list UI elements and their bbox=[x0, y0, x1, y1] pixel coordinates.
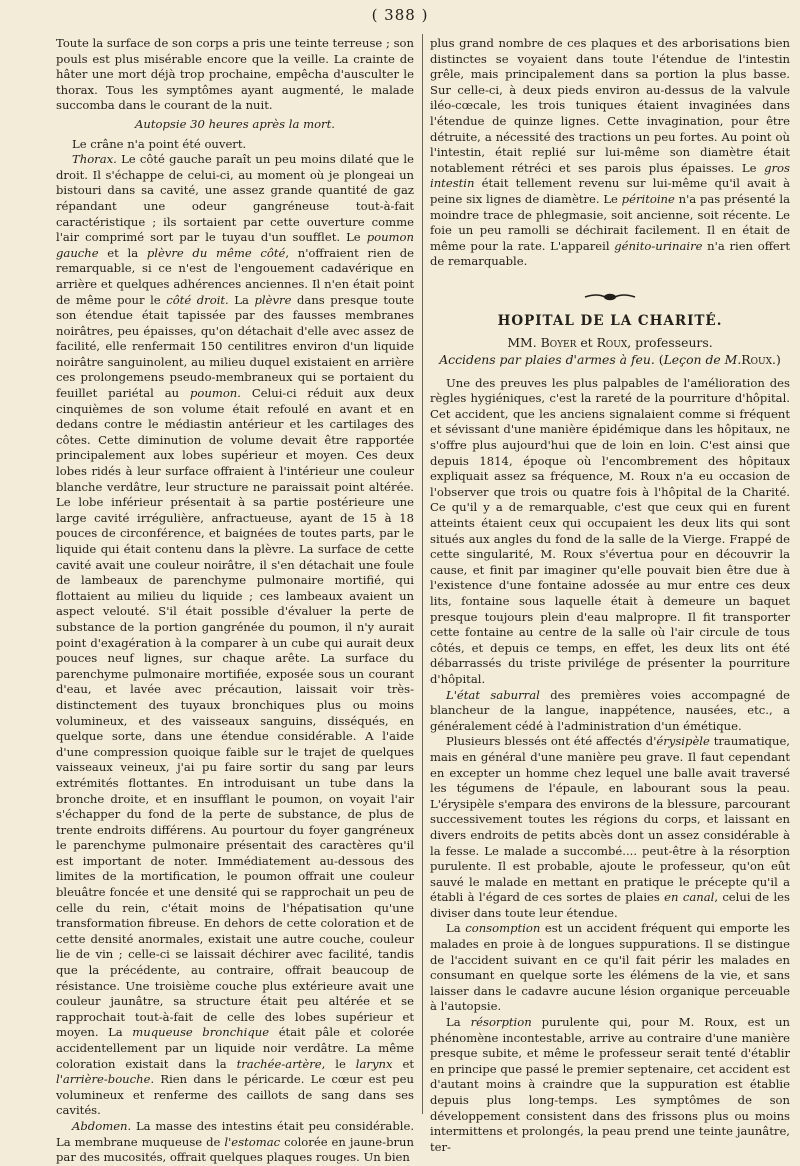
resorption-text-a: La bbox=[446, 1015, 471, 1030]
subtitle-text-c: Leçon de M. bbox=[663, 352, 742, 368]
paragraph-thorax bbox=[56, 152, 414, 1119]
intestines-italic-3: génito-urinaire bbox=[614, 238, 703, 253]
erysipelas-italic-2: en canal bbox=[664, 890, 715, 905]
left-column bbox=[56, 36, 414, 1166]
thorax-text-d: La bbox=[228, 292, 255, 307]
column-divider bbox=[422, 34, 423, 1114]
erysipelas-text-b: traumatique, mais en général d'une manière peu grave. Il faut cependant en excepter un homme chez lequel une balle avait traversé les tégumens de l'épaule, en labourant sous la peau. L'érysipèle s'empara des environs de la blessure, parcourant successivement toutes les régions du corps, et laissant en divers endroits de petits abcès dont un assez considérable à la fesse. Le malade a succombé.... peut-être à la résorption purulente. Il est probable, ajoute le professeur, qu'on eût sauvé le malade en mettant en pratique le précepte qu'il a établi à l'égard de ces sortes de plaies bbox=[430, 734, 790, 905]
thorax-italic-2: plèvre du même côté bbox=[146, 245, 286, 260]
paragraph-skull: Le crâne n'a point été ouvert. bbox=[72, 136, 247, 151]
intestines-italic-1: gros intestin bbox=[430, 160, 790, 191]
paragraph-intestines bbox=[430, 36, 790, 270]
erysipelas-text-c: , celui de les diviser dans toute leur étendue. bbox=[430, 890, 790, 920]
abdomen-text-a: La masse des intestins était peu considérable. La membrane muqueuse de bbox=[56, 1118, 414, 1149]
thorax-text-g: était pâle et colorée accidentellement par un liquide noir verdâtre. La même coloration existait dans la bbox=[56, 1025, 414, 1071]
thorax-italic-6: muqueuse bronchique bbox=[132, 1025, 270, 1040]
section-title: HOPITAL DE LA CHARITÉ. bbox=[497, 312, 723, 329]
abdomen-text-b: colorée en jaune-brun par des mucosités, offrait quelques plaques rouges. Un bien bbox=[56, 1134, 414, 1165]
thorax-text-b: et la bbox=[98, 245, 147, 260]
intestines-text-a: plus grand nombre de ces plaques et des arborisations bien distinctes se voyaient dans toute l'étendue de l'intestin grêle, mais principalement dans sa portion la plus basse. Sur celle-ci, à deux pieds environ au-dessus de la valvule iléo-cœcale, les trois tuniques étaient invaginées dans l'étendue de quinze lignes. Cette invagination, pour être détruite, a nécessité des tractions un peu fortes. Au point où l'intestin, était replié sur lui-même son diamètre était notablement rétréci et ses parois plus épaisses. Le bbox=[430, 36, 790, 175]
subtitle-text-d: Roux bbox=[741, 352, 772, 368]
abdomen-label: Abdomen. bbox=[72, 1118, 132, 1133]
intestines-text-b: était tellement revenu sur lui-même qu'il avait à peine six lignes de diamètre. Le bbox=[430, 176, 790, 206]
intestines-text-d: n'a rien offert de remarquable. bbox=[430, 238, 790, 269]
thorax-italic-9: l'arrière-bouche. bbox=[56, 1072, 155, 1087]
consumption-text-a: La bbox=[446, 921, 466, 936]
thorax-italic-8: larynx bbox=[355, 1056, 393, 1071]
consumption-text-b: est un accident fréquent qui emporte les malades en proie à de longues suppurations. Il se distingue de l'accident suivant en ce qu'il fait périr les malades en consumant en quelque sorte les élémens de la vie, et sans laisser dans le cadavre aucune lésion organique perceuable à l'autopsie. bbox=[430, 921, 790, 1014]
erysipelas-text-a: Plusieurs blessés ont été affectés d' bbox=[446, 734, 657, 749]
intestines-italic-2: péritoine bbox=[621, 191, 675, 206]
autopsy-heading-text: Autopsie 30 heures après la mort. bbox=[135, 116, 335, 131]
thorax-italic-7: trachée-artère bbox=[236, 1056, 322, 1071]
thorax-text-k: Rien dans le péricarde. Le cœur est peu volumineux et renferme des caillots de sang dans ses cavités. bbox=[56, 1072, 414, 1118]
abdomen-italic-1: l'estomac bbox=[224, 1134, 281, 1149]
consumption-italic: consomption bbox=[465, 921, 541, 936]
resorption-italic: résorption bbox=[470, 1015, 532, 1030]
paragraph-consumption bbox=[430, 921, 790, 1015]
subtitle-text-a: Accidens par plaies d'armes à feu. bbox=[439, 352, 655, 368]
saburral-text: des premières voies accompagné de blancheur de la langue, inappétence, nausées, etc., a généralement cédé à l'administration d'un émétique. bbox=[430, 687, 791, 733]
professor-roux: Roux bbox=[596, 334, 628, 350]
paragraph-abdomen bbox=[56, 1119, 414, 1166]
lecture-subtitle bbox=[430, 352, 790, 368]
thorax-text-c: , n'offraient rien de remarquable, si ce n'est de l'engouement cadavérique en arrière et quelques adhérences anciennes. Il n'en était point de même pour le bbox=[56, 245, 414, 307]
thorax-text-e: dans presque toute son étendue était tapissée par des fausses membranes noirâtres, peu épaisses, qu'on détachait d'elle avec assez de facilité, elle renfermait 150 centilitres environ d'un liquide noirâtre sanguinolent, au milieu duquel existaient en arrière ces prolongemens pseudo-membraneux qui se portaient du feuillet pariétal au bbox=[56, 292, 415, 401]
professors-text-a: MM. bbox=[507, 334, 541, 350]
subtitle-text-b: ( bbox=[654, 352, 664, 368]
paragraph-hospital-rot: Une des preuves les plus palpables de l'amélioration des règles hygiéniques, c'est la rareté de la pourriture d'hôpital. Cet accident, que les anciens signalaient comme si fréquent et sévissant d'une manière épidémique dans les hôpitaux, ne s'offre plus aujourd'hui que de loin en loin. C'est ainsi que depuis 1814, époque où l'encombrement des hôpitaux expliquait assez sa fréquence, M. Roux n'a eu occasion de l'observer que trois ou quatre fois à l'hôpital de la Charité. Ce qu'il y a de remarquable, c'est que ceux qui en furent atteints étaient ceux qui occupaient les deux lits qui sont situés aux angles du fond de la salle de la Vierge. Frappé de cette singularité, M. Roux s'évertua pour en découvrir la cause, et finit par imaginer qu'elle pouvait bien être due à l'existence d'une fontaine adossée au mur entre ces deux lits, fontaine sous laquelle était à demeure un baquet presque toujours plein d'eau malpropre. Il fit transporter cette fontaine au centre de la salle où l'air circule de tous côtés, et depuis ce temps, en effet, les deux lits ont été débarrassés du triste privilége de présenter la pourriture d'hôpital. bbox=[430, 375, 790, 686]
thorax-text-f: Celui-ci réduit aux deux cinquièmes de son volume était refoulé en avant et en dedans contre le médiastin antérieur et les cartilages des côtes. Cette diminution de volume devait être rapportée principalement aux lobes supérieur et moyen. Ces deux lobes ridés à leur surface offraient à l'intérieur une couleur blanche verdâtre, leur structure ne paraissait point altérée. Le lobe inférieur présentait à sa partie postérieure une large cavité irrégulière, anfractueuse, ayant de 15 à 18 pouces de circonférence, et baignées de toutes parts, par le liquide qui était contenu dans la plèvre. La surface de cette cavité avait une couleur noirâtre, il s'en détachait une foule de lambeaux de parenchyme pulmonaire mortifié, qui flottaient au milieu du liquide ; ces lambeaux avaient un aspect velouté. S'il était possible d'évaluer la perte de substance de la portion gangrénée du poumon, il n'y aurait point d'exagération à la comparer à un cube qui aurait deux pouces neuf lignes, sur chaque arête. La surface du parenchyme pulmonaire mortifiée, exposée sous un courant d'eau, et lavée avec précaution, laissait voir très-distinctement des tuyaux bronchiques plus ou moins volumineux, et des vaisseaux sanguins, disséqués, en quelque sorte, dans une étendue considérable. A l'aide d'une compression quoique faible sur le trajet de quelques vaisseaux veineux, j'ai pu faire sortir du sang par leurs extrémités flottantes. En introduisant un tube dans la bronche droite, et en insufflant le poumon, on voyait l'air s'échapper du fond de la perte de substance, de plus de trente endroits différens. Au pourtour du foyer gangréneux le parenchyme pulmonaire présentait des caractères qu'il est important de noter. Immédiatement au-dessous des limites de la mortification, le poumon offrait une couleur bleuâtre foncée et une densité qui se rapprochait un peu de celle du rein, c'était moins de l'hépatisation qu'une transformation fibreuse. En dehors de cette coloration et de cette densité anormales, existait une autre couche, couleur lie de vin ; celle-ci se laissait déchirer avec facilité, tandis que la précédente, au contraire, offrait beaucoup de résistance. Une troisième couche plus extérieure avait une couleur jaunâtre, sa structure était peu altérée et se rapprochait tout-à-fait de celle des lobes supérieur et moyen. La bbox=[56, 386, 414, 1040]
thorax-italic-5: poumon. bbox=[189, 386, 241, 401]
subtitle-text-e: .) bbox=[772, 352, 781, 368]
professor-boyer: Boyer bbox=[540, 334, 577, 350]
paragraph-patient-death: Toute la surface de son corps a pris une teinte terreuse ; son pouls est plus misérable encore que la veille. La crainte de hâter une mort déjà trop prochaine, empêcha d'ausculter le thorax. Tous les symptômes ayant augmenté, le malade succomba dans le courant de la nuit. bbox=[56, 36, 414, 113]
saburral-italic: L'état saburral bbox=[446, 687, 540, 702]
page-number: ( 388 ) bbox=[371, 6, 429, 24]
thorax-text-h: , le bbox=[321, 1056, 356, 1071]
professors-text-c: et bbox=[576, 334, 597, 350]
thorax-italic-4: plèvre bbox=[254, 292, 292, 307]
thorax-italic-1: poumon gauche bbox=[56, 230, 414, 260]
right-column bbox=[430, 36, 790, 1155]
resorption-text-b: purulente qui, pour M. Roux, est un phénomène incontestable, arrive au contraire d'une manière presque subite, et même le professeur serait tenté d'établir en principe que passé le premier septenaire, cet accident est d'autant moins à craindre que la suppuration est établie depuis plus long-temps. Les symptômes de son développement consistent dans des frissons plus ou moins intermittens et prolongés, la peau prend une teinte jaunâtre, ter- bbox=[430, 1015, 791, 1154]
thorax-italic-3: côté droit. bbox=[166, 292, 229, 307]
ornament-divider-icon bbox=[583, 292, 637, 302]
autopsy-heading bbox=[56, 117, 414, 133]
paragraph-resorption bbox=[430, 1015, 790, 1155]
paragraph-saburral bbox=[430, 688, 790, 735]
professors-text-e: , professeurs. bbox=[627, 334, 713, 350]
paragraph-erysipelas bbox=[430, 734, 790, 921]
professors-line bbox=[430, 335, 790, 351]
intestines-text-c: n'a pas présenté la moindre trace de phlegmasie, soit ancienne, soit récente. Le foie un peu ramolli se déchirait facilement. Il en était de même pour la rate. L'appareil bbox=[430, 191, 790, 253]
erysipelas-italic-1: érysipèle bbox=[656, 734, 710, 749]
thorax-label: Thorax. bbox=[72, 152, 117, 167]
thorax-text-j: et bbox=[392, 1056, 414, 1071]
thorax-text-a: Le côté gauche paraît un peu moins dilaté que le droit. Il s'échappe de celui-ci, au moment où je plongeai un bistouri dans sa cavité, une assez grande quantité de gaz répandant une odeur gangréneuse tout-à-fait caractéristique ; ils sortaient par cette ouverture comme l'air comprimé sort par le tuyau d'un soufflet. Le bbox=[56, 152, 414, 245]
